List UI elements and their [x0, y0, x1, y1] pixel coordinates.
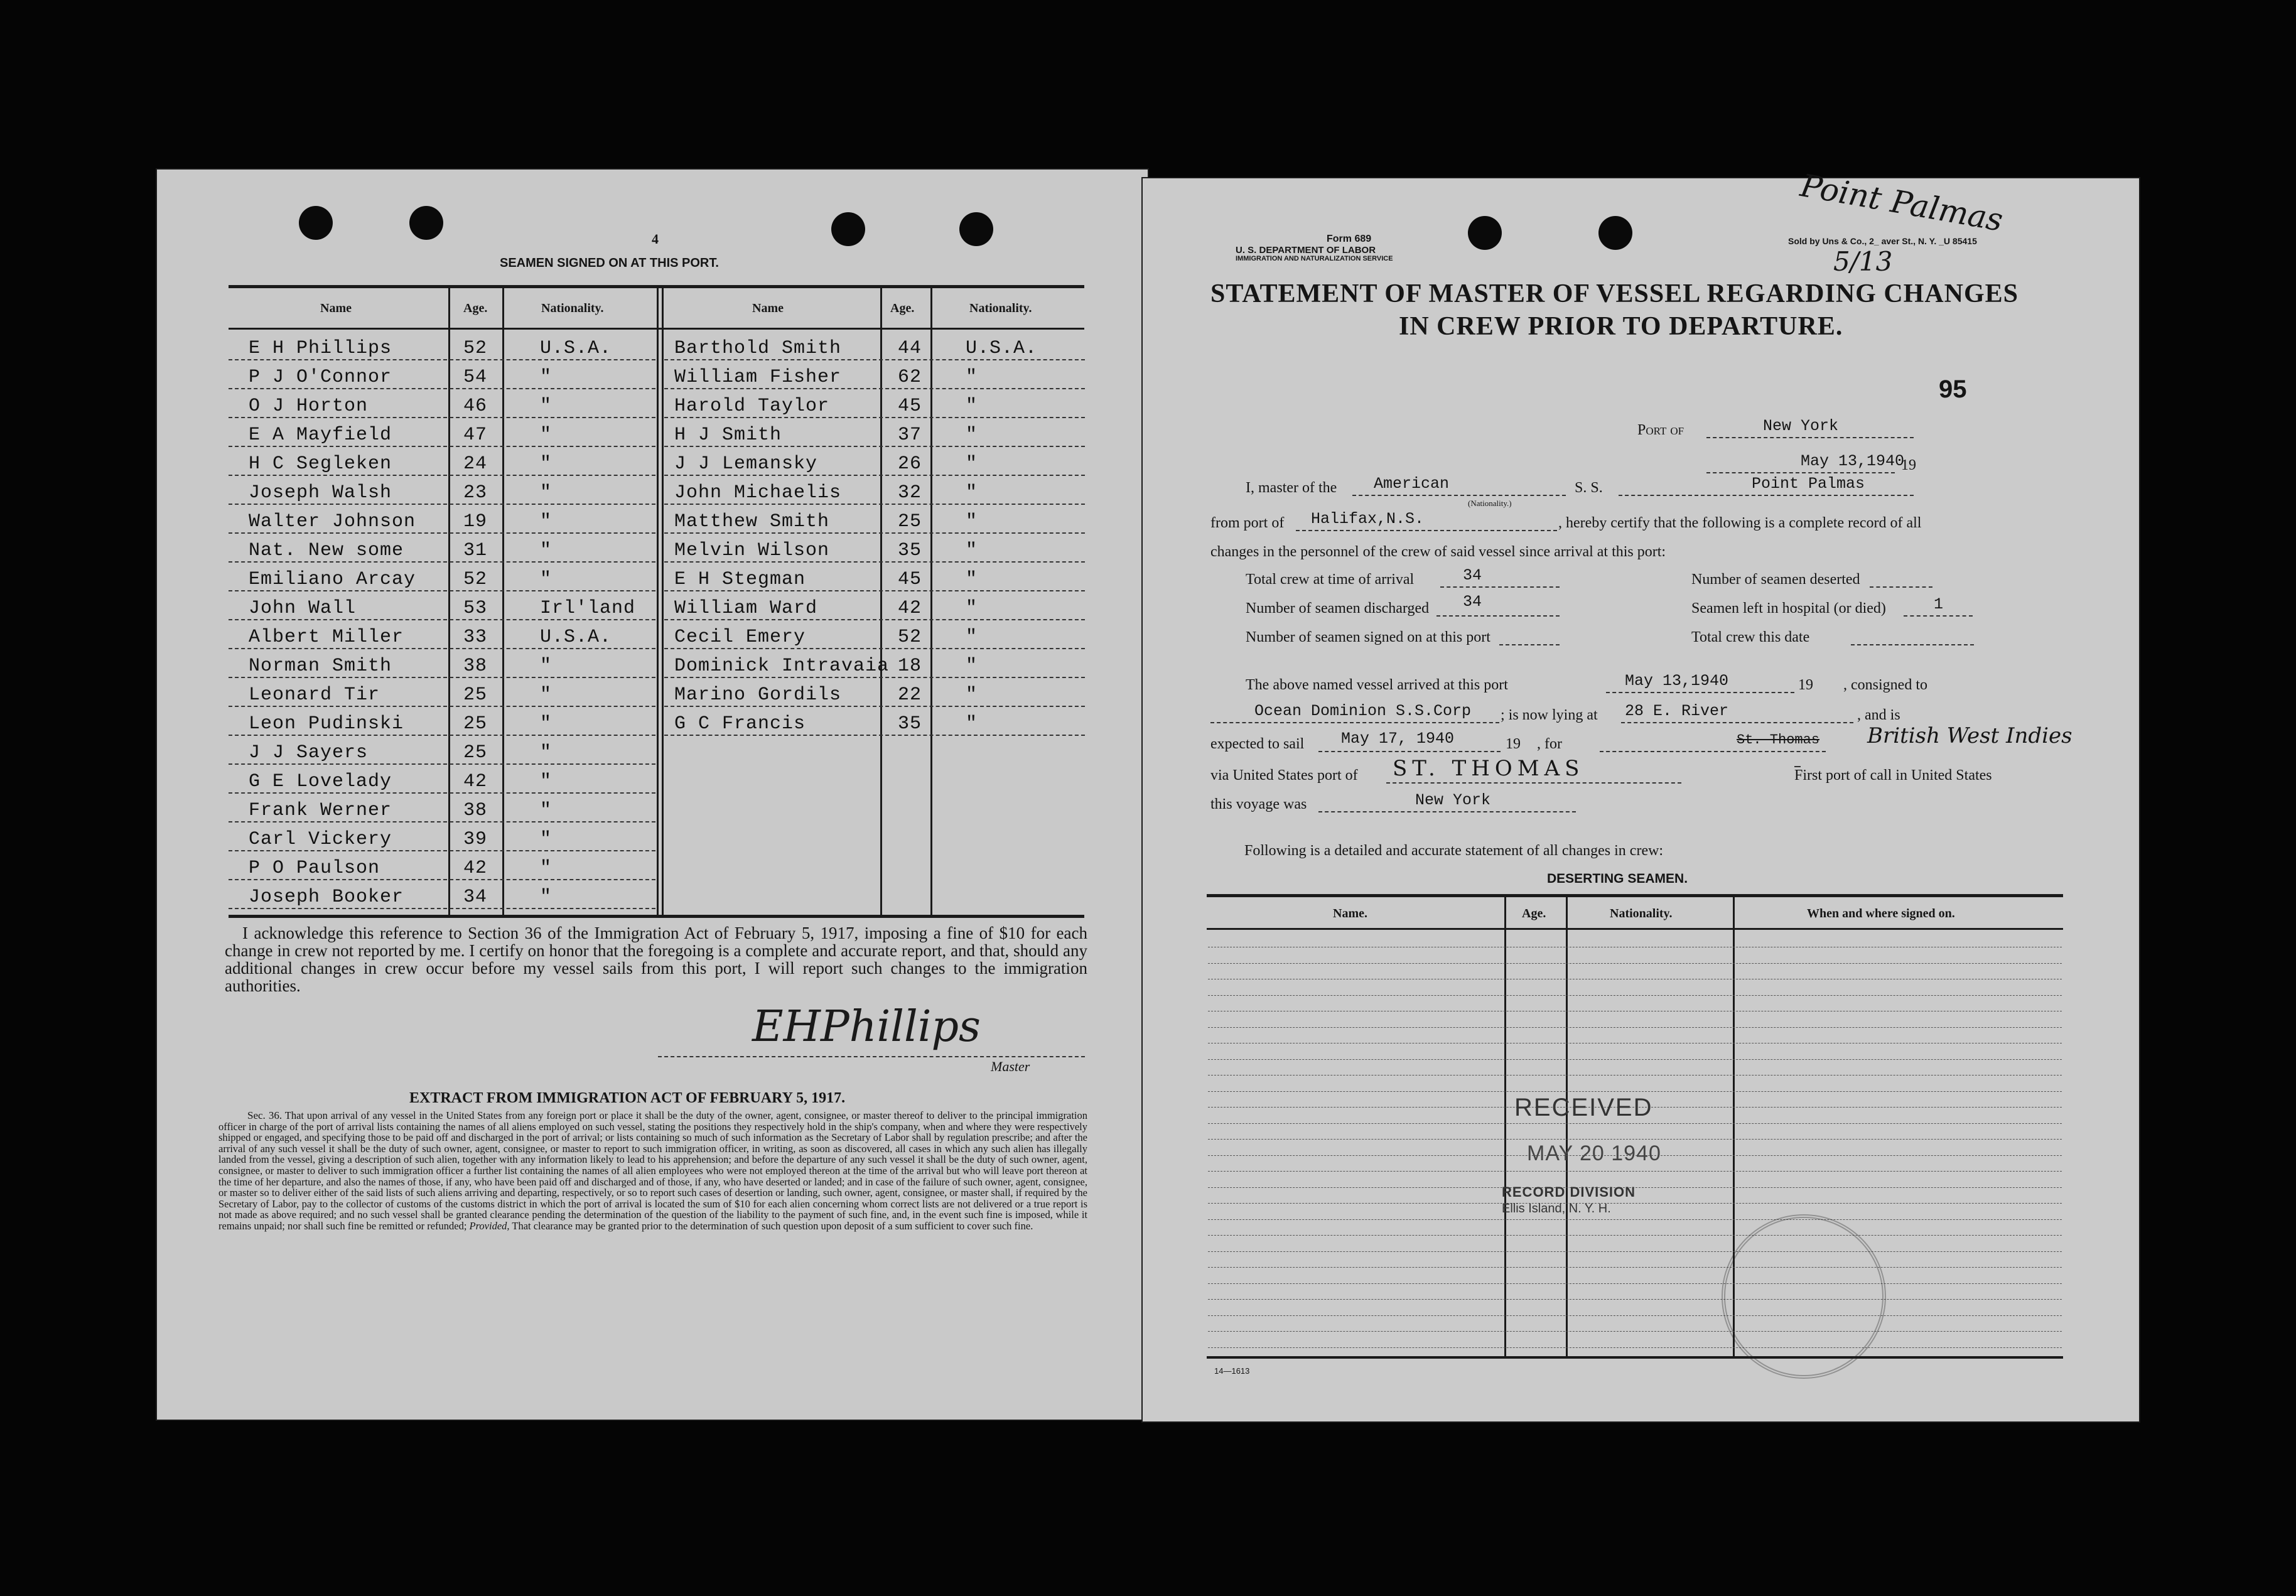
desert-table-header-rule	[1207, 928, 2063, 930]
seaman-nationality: "	[966, 424, 978, 446]
voyage-value: New York	[1415, 791, 1491, 809]
desert-row-line	[1208, 1299, 2062, 1300]
desert-row-line	[1208, 1283, 2062, 1284]
seaman-nationality: "	[540, 367, 552, 388]
total-crew-value: 34	[1463, 566, 1482, 585]
ss-label: S. S.	[1575, 480, 1603, 496]
seaman-name: Marino Gordils	[674, 684, 842, 706]
row-line	[664, 648, 1085, 649]
desert-row-line	[1208, 1251, 2062, 1252]
row-line	[229, 706, 655, 707]
seaman-age: 31	[463, 540, 488, 561]
from-port-line	[1296, 530, 1557, 531]
acknowledgement-text: I acknowledge this reference to Section 36 of the Immigration Act of February 5, 1917, imposing a fine of $10 for each change in crew not reported by me. I certify on honor that the foregoing is a complete and accurate report, and that, should any additional changes in crew occur before my vessel sails from this port, I will report such changes to the immigration authorities.	[225, 924, 1087, 995]
row-line	[229, 504, 655, 505]
seaman-name: G C Francis	[674, 713, 806, 735]
desert-row-line	[1208, 1075, 2062, 1076]
lying-line	[1621, 722, 1853, 723]
seaman-nationality: "	[966, 453, 978, 475]
seaman-nationality: "	[540, 771, 552, 792]
stamp-received: RECEIVED	[1514, 1094, 1653, 1121]
port-label: Port of	[1637, 422, 1684, 438]
row-line	[229, 532, 655, 534]
from-port-value: Halifax,N.S.	[1311, 510, 1425, 528]
seaman-name: Frank Werner	[249, 800, 392, 821]
desert-row-line	[1208, 1235, 2062, 1236]
seaman-age: 46	[463, 396, 488, 417]
seaman-age: 62	[898, 367, 922, 388]
row-line	[229, 792, 655, 794]
seaman-name: E H Phillips	[249, 338, 392, 359]
seaman-age: 26	[898, 453, 922, 475]
seaman-name: H J Smith	[674, 424, 782, 446]
seaman-nationality: "	[966, 569, 978, 590]
punch-hole	[831, 212, 865, 246]
for-label: , for	[1537, 736, 1562, 752]
seaman-age: 25	[463, 713, 488, 735]
discharged-label: Number of seamen discharged	[1246, 600, 1430, 617]
header-age: Age.	[890, 301, 915, 315]
row-line	[664, 359, 1085, 360]
discharged-value: 34	[1463, 593, 1482, 611]
row-line	[664, 677, 1085, 678]
handwritten-ship-note: Point Palmas	[1797, 167, 2006, 239]
row-line	[229, 446, 655, 447]
voyage-label: this voyage was	[1210, 796, 1307, 812]
signed-on-line	[1499, 644, 1560, 645]
row-line	[664, 561, 1085, 563]
seaman-nationality: "	[966, 713, 978, 735]
port-value: New York	[1763, 417, 1839, 435]
for-handwritten-value: British West Indies	[1867, 723, 2072, 748]
hospital-line	[1904, 615, 1973, 617]
ship-line	[1619, 495, 1914, 496]
changes-text: changes in the personnel of the crew of said vessel since arrival at this port:	[1210, 544, 1666, 560]
via-value: ST. THOMAS	[1393, 756, 1585, 781]
date-line	[1706, 472, 1895, 473]
seaman-name: E A Mayfield	[249, 424, 392, 446]
seaman-name: Albert Miller	[249, 627, 404, 648]
row-line	[229, 590, 655, 591]
deserting-title: DESERTING SEAMEN.	[1547, 871, 1688, 886]
seaman-nationality: "	[540, 511, 552, 532]
seaman-nationality: Irl'land	[540, 598, 636, 619]
for-line	[1600, 751, 1826, 752]
seaman-age: 35	[898, 540, 922, 561]
desert-row-line	[1208, 1171, 2062, 1172]
consignee-value: Ocean Dominion S.S.Corp	[1254, 702, 1472, 720]
seaman-age: 37	[898, 424, 922, 446]
seaman-age: 38	[463, 655, 488, 677]
seaman-name: Dominick Intravaia	[674, 655, 890, 677]
row-line	[664, 417, 1085, 418]
hospital-label: Seamen left in hospital (or died)	[1691, 600, 1886, 617]
seaman-age: 32	[898, 482, 922, 504]
extract-title: EXTRACT FROM IMMIGRATION ACT OF FEBRUARY 5, 1917.	[409, 1090, 846, 1106]
punch-hole	[299, 206, 333, 240]
sail-line	[1318, 751, 1501, 752]
row-line	[664, 446, 1085, 447]
extract-lead: Sec. 36.	[247, 1109, 283, 1121]
seaman-nationality: "	[966, 482, 978, 504]
seaman-name: Norman Smith	[249, 655, 392, 677]
seaman-nationality: "	[540, 887, 552, 908]
seaman-age: 42	[463, 771, 488, 792]
seaman-name: Cecil Emery	[674, 627, 806, 648]
seaman-name: John Michaelis	[674, 482, 842, 504]
lying-value: 28 E. River	[1625, 702, 1729, 720]
row-line	[664, 475, 1085, 476]
total-date-line	[1851, 644, 1974, 645]
seaman-nationality: U.S.A.	[540, 338, 612, 359]
seaman-nationality: "	[540, 453, 552, 475]
seaman-nationality: "	[540, 713, 552, 735]
row-line	[229, 821, 655, 822]
row-line	[229, 763, 655, 765]
page-number: 4	[652, 231, 659, 247]
seaman-age: 42	[898, 598, 922, 619]
certify-text: , hereby certify that the following is a complete record of all	[1558, 515, 1922, 531]
column-rule	[930, 288, 932, 915]
desert-row-line	[1208, 1123, 2062, 1124]
and-is-label: , and is	[1857, 707, 1900, 723]
seaman-age: 34	[463, 887, 488, 908]
seaman-nationality: "	[540, 540, 552, 561]
signed-on-label: Number of seamen signed on at this port	[1246, 629, 1490, 645]
row-line	[229, 417, 655, 418]
discharged-line	[1436, 615, 1560, 617]
seaman-nationality: "	[540, 800, 552, 821]
desert-header-nationality: Nationality.	[1610, 907, 1673, 920]
deserted-line	[1870, 586, 1932, 588]
seaman-age: 42	[463, 858, 488, 879]
seaman-name: J J Lemansky	[674, 453, 818, 475]
nationality-line	[1352, 495, 1566, 496]
hospital-value: 1	[1934, 595, 1944, 613]
first-port-line	[1794, 766, 1801, 767]
stamp-division: RECORD DIVISION	[1502, 1184, 1636, 1200]
header-nationality: Nationality.	[541, 301, 604, 315]
seaman-name: William Ward	[674, 598, 818, 619]
extract-end: That clearance may be granted prior to the determination of such question upon deposit of a sum sufficient to cover such fine.	[512, 1219, 1033, 1232]
column-rule	[880, 288, 882, 915]
desert-row-line	[1208, 995, 2062, 996]
seaman-name: Harold Taylor	[674, 396, 830, 417]
punch-hole	[1468, 216, 1502, 250]
stamp-place: Ellis Island, N. Y. H.	[1502, 1202, 1611, 1216]
first-port-label: First port of call in United States	[1794, 767, 1992, 784]
seaman-name: P J O'Connor	[249, 367, 392, 388]
voyage-line	[1318, 811, 1576, 812]
total-date-label: Total crew this date	[1691, 629, 1810, 645]
seaman-nationality: "	[540, 655, 552, 677]
consigned-label: , consigned to	[1843, 677, 1927, 693]
date-value: May 13,1940	[1801, 452, 1905, 470]
seaman-name: William Fisher	[674, 367, 842, 388]
right-page	[1141, 167, 2140, 1423]
master-of-label: I, master of the	[1246, 480, 1337, 496]
extract-text	[218, 1110, 1087, 1232]
seaman-nationality: "	[540, 424, 552, 446]
for-struck-value: St. Thomas	[1737, 732, 1820, 748]
seaman-nationality: "	[540, 742, 552, 763]
desert-row-line	[1208, 1315, 2062, 1316]
seaman-age: 45	[898, 396, 922, 417]
row-line	[229, 359, 655, 360]
seaman-age: 24	[463, 453, 488, 475]
row-line	[664, 590, 1085, 591]
desert-header-name: Name.	[1333, 907, 1367, 920]
seaman-nationality: "	[540, 569, 552, 590]
seaman-nationality: U.S.A.	[966, 338, 1038, 359]
seaman-name: Leon Pudinski	[249, 713, 404, 735]
document-number: 95	[1939, 375, 1967, 403]
seaman-name: E H Stegman	[674, 569, 806, 590]
seaman-name: Nat. New some	[249, 540, 404, 561]
seaman-age: 38	[463, 800, 488, 821]
seaman-age: 25	[898, 511, 922, 532]
seaman-nationality: "	[966, 655, 978, 677]
desert-row-line	[1208, 1059, 2062, 1060]
row-line	[229, 879, 655, 880]
total-crew-label: Total crew at time of arrival	[1246, 571, 1415, 588]
seaman-age: 39	[463, 829, 488, 850]
seaman-name: P O Paulson	[249, 858, 380, 879]
seaman-age: 33	[463, 627, 488, 648]
section-title: SEAMEN SIGNED ON AT THIS PORT.	[500, 256, 719, 270]
circular-seal-icon	[1722, 1214, 1886, 1379]
total-crew-line	[1440, 586, 1560, 588]
deserted-label: Number of seamen deserted	[1691, 571, 1860, 588]
seaman-nationality: "	[966, 684, 978, 706]
consignee-line	[1210, 722, 1499, 723]
punch-hole	[409, 206, 443, 240]
seaman-age: 52	[463, 569, 488, 590]
master-label: Master	[991, 1059, 1030, 1074]
seaman-name: Joseph Walsh	[249, 482, 392, 504]
seaman-name: Melvin Wilson	[674, 540, 830, 561]
seaman-name: Leonard Tir	[249, 684, 380, 706]
sail-year: 19	[1506, 736, 1521, 752]
seaman-nationality: "	[540, 684, 552, 706]
form-title-line2: IN CREW PRIOR TO DEPARTURE.	[1399, 312, 1843, 341]
punch-hole	[1598, 216, 1632, 250]
sail-value: May 17, 1940	[1341, 730, 1455, 748]
seaman-name: Carl Vickery	[249, 829, 392, 850]
seaman-name: Barthold Smith	[674, 338, 842, 359]
desert-row-line	[1208, 1091, 2062, 1092]
punch-hole	[959, 212, 993, 246]
seaman-name: Matthew Smith	[674, 511, 830, 532]
header-name: Name	[752, 301, 784, 315]
desert-column-rule	[1566, 895, 1568, 1357]
seaman-nationality: "	[540, 396, 552, 417]
seaman-name: J J Sayers	[249, 742, 369, 763]
seaman-nationality: "	[966, 511, 978, 532]
lying-label: ; is now lying at	[1501, 707, 1598, 723]
row-line	[229, 648, 655, 649]
arrived-label: The above named vessel arrived at this port	[1246, 677, 1508, 693]
desert-row-line	[1208, 1267, 2062, 1268]
seaman-age: 52	[463, 338, 488, 359]
seaman-age: 47	[463, 424, 488, 446]
seaman-age: 23	[463, 482, 488, 504]
footer-code: 14—1613	[1214, 1366, 1250, 1376]
date-year: 19	[1901, 457, 1916, 473]
row-line	[664, 619, 1085, 620]
nationality-value: American	[1374, 475, 1450, 493]
row-line	[229, 388, 655, 389]
seaman-age: 25	[463, 742, 488, 763]
seaman-nationality: "	[966, 598, 978, 619]
arrived-line	[1606, 692, 1794, 693]
seaman-nationality: U.S.A.	[540, 627, 612, 648]
arrived-value: May 13,1940	[1625, 672, 1729, 690]
desert-row-line	[1208, 963, 2062, 964]
via-line	[1386, 782, 1681, 784]
arrived-year: 19	[1798, 677, 1813, 693]
desert-row-line	[1208, 1203, 2062, 1204]
seaman-name: Joseph Booker	[249, 887, 404, 908]
seaman-age: 35	[898, 713, 922, 735]
seaman-age: 19	[463, 511, 488, 532]
handwritten-fraction: 5/13	[1833, 246, 1893, 277]
seaman-nationality: "	[540, 482, 552, 504]
desert-row-line	[1208, 1331, 2062, 1332]
row-line	[664, 532, 1085, 534]
header-nationality: Nationality.	[969, 301, 1032, 315]
department: U. S. DEPARTMENT OF LABOR	[1236, 245, 1376, 256]
seaman-age: 44	[898, 338, 922, 359]
seaman-nationality: "	[966, 396, 978, 417]
left-page	[156, 168, 1149, 1421]
header-name: Name	[320, 301, 352, 315]
from-port-label: from port of	[1210, 515, 1285, 531]
row-line	[229, 619, 655, 620]
desert-column-rule	[1504, 895, 1506, 1357]
row-line	[664, 388, 1085, 389]
seaman-age: 54	[463, 367, 488, 388]
sail-label: expected to sail	[1210, 736, 1305, 752]
desert-table-bottom	[1207, 1356, 2063, 1359]
row-line	[664, 504, 1085, 505]
seaman-name: G E Lovelady	[249, 771, 392, 792]
following-text: Following is a detailed and accurate statement of all changes in crew:	[1244, 843, 1664, 859]
port-line	[1706, 437, 1914, 438]
desert-row-line	[1208, 1219, 2062, 1220]
form-title-line1: STATEMENT OF MASTER OF VESSEL REGARDING CHANGES	[1210, 279, 2019, 308]
seaman-name: O J Horton	[249, 396, 369, 417]
form-number: Form 689	[1327, 234, 1372, 244]
column-rule	[662, 288, 664, 915]
seaman-nationality: "	[540, 858, 552, 879]
seaman-age: 53	[463, 598, 488, 619]
extract-body: That upon arrival of any vessel in the United States from any foreign port or place it shall be the duty of the owner, agent, consignee, or master thereof to deliver to the principal immigration officer in charge of the port of arrival lists containing the names of all aliens employed on such vessel, stating the positions they respectively hold in the ship's company, when and where they were respectively shipped or engaged, and specifying those to be paid off and discharged in the port of arrival; or lists containing so much of such information as the Secretary of Labor shall by regulation prescribe; and after the arrival of any such vessel it shall be the duty of such owner, agent, consignee, or master to report to such immigration officer, in writing, as soon as discovered, all cases in which any such alien has illegally landed from the vessel, giving a description of such alien, together with any information likely to lead to his apprehension; and before the departure of any such vessel it shall be the duty of such owner, agent, consignee, or master to deliver to such immigration officer a further list containing the names of all alien employees who were not employed thereon at the time of the arrival but who will leave port thereon at the time of her departure, and also the names of those, if any, who have been paid off and discharged and of those, if any, who have deserted or landed; and in case of the failure of such owner, agent, consignee, or master so to deliver either of the said lists of such aliens arriving and departing, respectively, or so to report such cases of desertion or landing, such owner, agent, consignee, or master shall, if required by the Secretary of Labor, pay to the collector of customs of the customs district in which the port of arrival is located the sum of $10 for each alien concerning whom correct lists are not delivered or a true report is not made as above required; and no such vessel shall be granted clearance pending the determination of the question of the liability to the payment of such fine, and, in the event such fine is imposed, while it remains unpaid; nor shall such fine be remitted or refunded;	[218, 1109, 1087, 1232]
desert-row-line	[1208, 1347, 2062, 1348]
desert-row-line	[1208, 1139, 2062, 1140]
seaman-name: Walter Johnson	[249, 511, 416, 532]
master-signature: EHPhillips	[752, 1002, 981, 1052]
row-line	[664, 735, 1085, 736]
service: IMMIGRATION AND NATURALIZATION SERVICE	[1236, 255, 1393, 262]
seaman-age: 22	[898, 684, 922, 706]
stamp-date: MAY 20 1940	[1527, 1141, 1661, 1165]
seaman-age: 25	[463, 684, 488, 706]
extract-proviso: Provided,	[469, 1219, 510, 1232]
seaman-nationality: "	[540, 829, 552, 850]
column-rule	[657, 288, 659, 915]
desert-header-age: Age.	[1522, 907, 1546, 920]
desert-header-when: When and where signed on.	[1807, 907, 1955, 920]
row-line	[229, 850, 655, 851]
seaman-age: 18	[898, 655, 922, 677]
row-line	[664, 706, 1085, 707]
row-line	[229, 677, 655, 678]
signature-line	[658, 1056, 1085, 1057]
desert-table-top	[1207, 894, 2063, 897]
seaman-name: Emiliano Arcay	[249, 569, 416, 590]
seaman-age: 52	[898, 627, 922, 648]
header-age: Age.	[463, 301, 488, 315]
nationality-caption: (Nationality.)	[1468, 499, 1512, 508]
row-line	[229, 735, 655, 736]
seaman-nationality: "	[966, 367, 978, 388]
via-label: via United States port of	[1210, 767, 1358, 784]
seaman-nationality: "	[966, 540, 978, 561]
ship-name: Point Palmas	[1752, 475, 1865, 493]
sold-by: Sold by Uns & Co., 2_ aver St., N. Y. _U 85415	[1788, 236, 1977, 246]
row-line	[229, 475, 655, 476]
seaman-name: John Wall	[249, 598, 357, 619]
seaman-age: 45	[898, 569, 922, 590]
row-line	[229, 561, 655, 563]
seaman-name: H C Segleken	[249, 453, 392, 475]
desert-row-line	[1208, 1027, 2062, 1028]
row-line	[229, 908, 655, 909]
seaman-nationality: "	[966, 627, 978, 648]
